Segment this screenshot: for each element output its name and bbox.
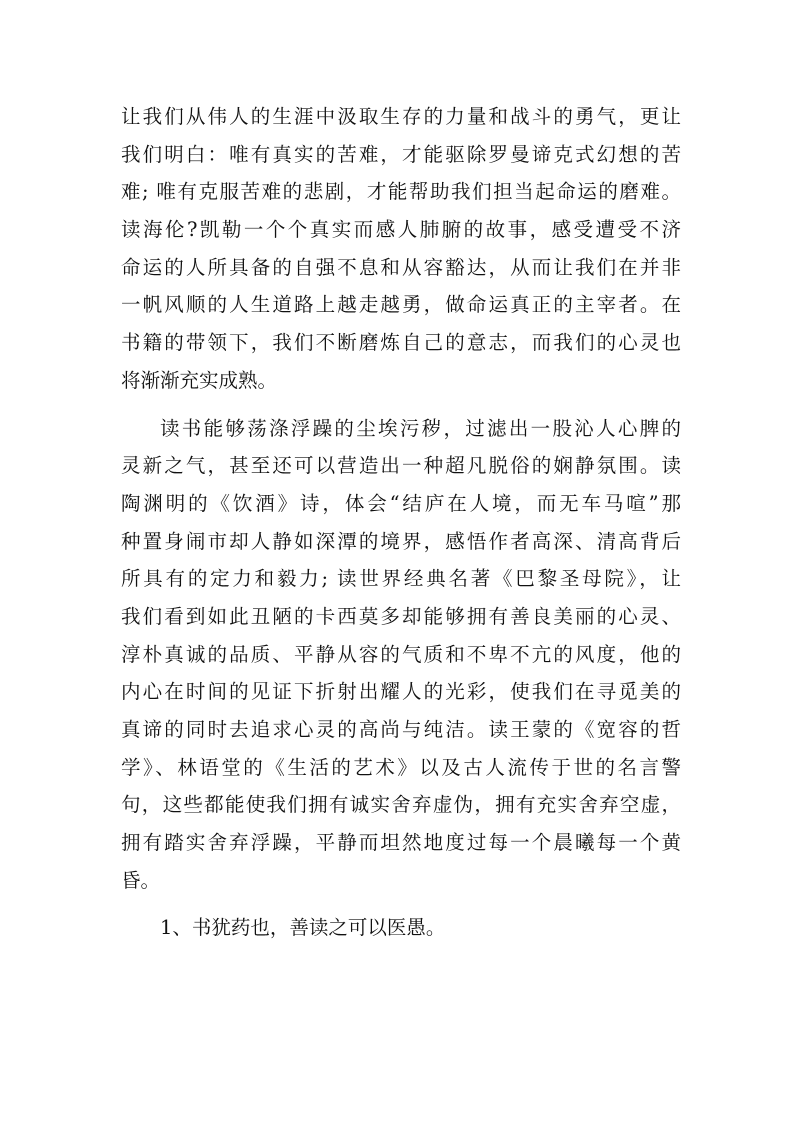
paragraph-1-line-4: 读海伦?凯勒一个个真实而感人肺腑的故事，感受遭受不济 [121, 218, 681, 242]
paragraph-2-line-8: 内心在时间的见证下折射出耀人的光彩，使我们在寻觅美的 [121, 680, 681, 704]
paragraph-2-line-12: 拥有踏实舍弃浮躁，平静而坦然地度过每一个晨曦每一个黄 [121, 831, 681, 855]
paragraph-gap [121, 899, 681, 909]
paragraph-1-line-1: 让我们从伟人的生涯中汲取生存的力量和战斗的勇气，更让 [121, 105, 681, 128]
paragraph-2-line-9: 真谛的同时去追求心灵的高尚与纯洁。读王蒙的《宽容的哲 [121, 718, 681, 741]
paragraph-2-line-6: 我们看到如此丑陋的卡西莫多却能够拥有善良美丽的心灵、 [121, 604, 681, 628]
paragraph-2-line-1: 读书能够荡涤浮躁的尘埃污秽，过滤出一股沁人心脾的 [160, 416, 681, 440]
body-text [121, 98, 681, 947]
paragraph-gap [121, 400, 681, 410]
paragraph-2-line-4: 种置身闹市却人静如深潭的境界，感悟作者高深、清高背后 [121, 529, 681, 553]
paragraph-2-line-13: 昏。 [121, 868, 161, 892]
paragraph-1-line-7: 书籍的带领下，我们不断磨炼自己的意志，而我们的心灵也 [121, 331, 681, 355]
paragraph-2-line-7: 淳朴真诚的品质、平静从容的气质和不卑不亢的风度，他的 [121, 642, 681, 666]
paragraph-1-line-2: 我们明白：唯有真实的苦难，才能驱除罗曼谛克式幻想的苦 [121, 142, 681, 166]
paragraph-2-line-5: 所具有的定力和毅力; 读世界经典名著《巴黎圣母院》，让 [121, 567, 681, 591]
paragraph-2-line-10: 学》、林语堂的《生活的艺术》以及古人流传于世的名言警 [121, 755, 681, 779]
paragraph-1-line-5: 命运的人所具备的自强不息和从容豁达，从而让我们在并非 [121, 255, 681, 279]
paragraph-2-line-11: 句，这些都能使我们拥有诚实舍弃虚伪，拥有充实舍弃空虚， [121, 793, 681, 817]
paragraph-1-line-8: 将渐渐充实成熟。 [121, 368, 278, 392]
paragraph-1-line-3: 难; 唯有克服苦难的悲剧，才能帮助我们担当起命运的磨难。 [121, 180, 681, 204]
paragraph-1-line-6: 一帆风顺的人生道路上越走越勇，做命运真正的主宰者。在 [121, 293, 681, 317]
paragraph-2-line-3: 陶渊明的《饮酒》诗，体会“结庐在人境，而无车马喧”那 [121, 491, 681, 515]
list-item-1: 1、书犹药也，善读之可以医愚。 [160, 916, 446, 940]
paragraph-2-line-2: 灵新之气，甚至还可以营造出一种超凡脱俗的娴静氛围。读 [121, 454, 681, 478]
